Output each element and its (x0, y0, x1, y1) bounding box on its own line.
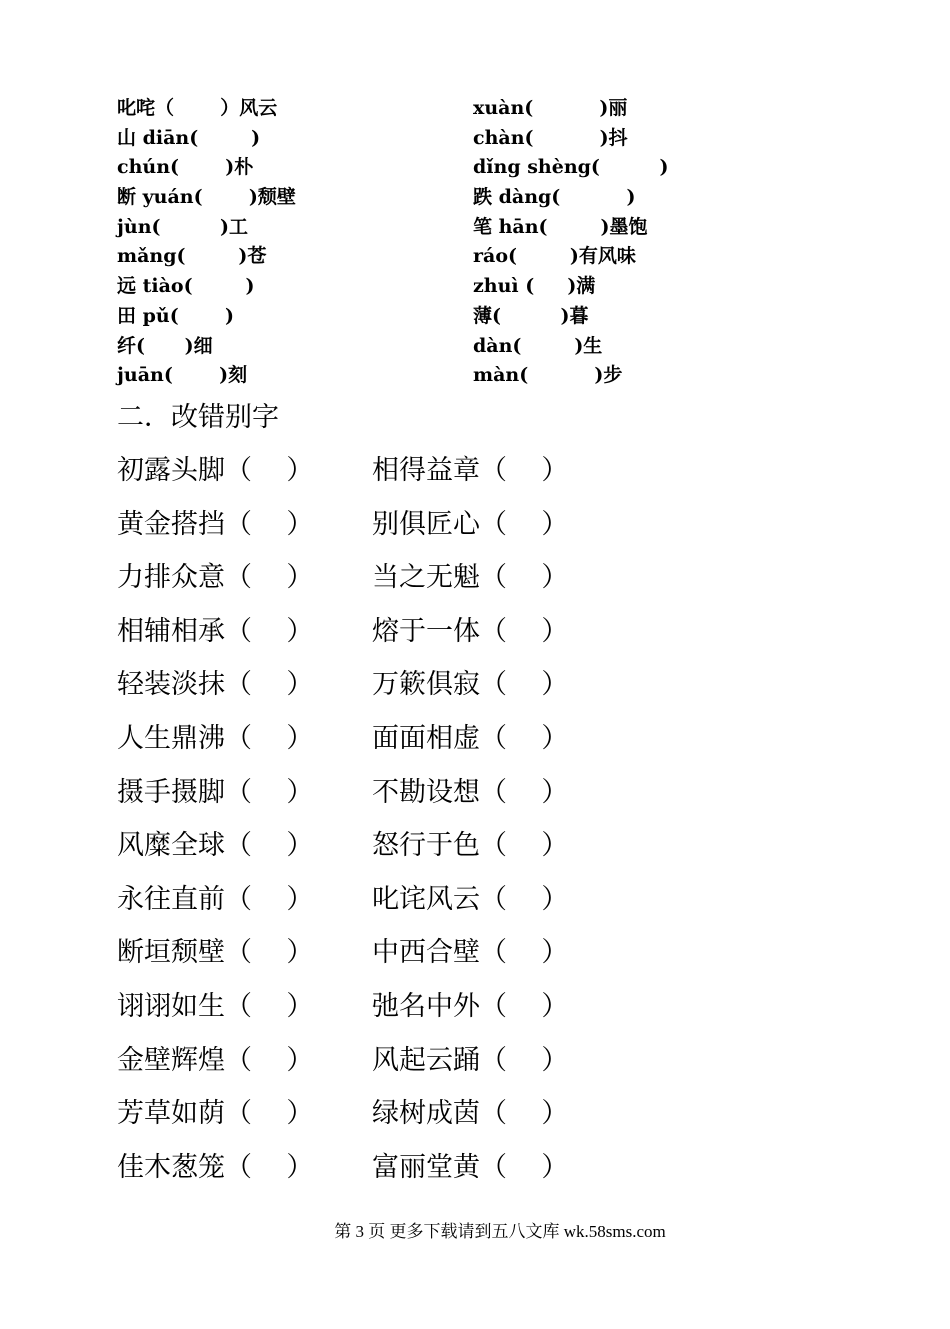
idiom-item: 当之无魁（ ） (372, 562, 569, 594)
pinyin-row (117, 242, 717, 272)
idiom-item: 叱诧风云（ ） (372, 883, 569, 915)
idiom-row (117, 716, 717, 770)
pinyin-row (117, 332, 717, 362)
idiom-item: 芳草如荫（ ） (117, 1098, 314, 1130)
pinyin-item: zhuì ( )满 (473, 275, 596, 298)
idiom-item: 相得益章（ ） (372, 455, 569, 486)
pinyin-item: mǎng( )苍 (117, 245, 267, 268)
pinyin-item: 笔 hān( )墨饱 (473, 215, 648, 238)
idiom-item: 别俱匠心（ ） (372, 508, 569, 540)
pinyin-row (117, 361, 717, 391)
idiom-item: 面面相虚（ ） (372, 722, 569, 754)
pinyin-item: juān( )刻 (117, 364, 248, 387)
pinyin-item: 山 diān( ) (117, 126, 261, 149)
section-title: 二．改错别字 (117, 402, 279, 433)
pinyin-row (117, 272, 717, 302)
idiom-item: 风起云踊（ ） (372, 1044, 569, 1076)
pinyin-row (117, 213, 717, 243)
idiom-item: 黄金搭挡（ ） (117, 508, 314, 540)
idiom-row (117, 662, 717, 716)
idiom-item: 万簌俱寂（ ） (372, 669, 569, 701)
pinyin-item: 田 pǔ( ) (117, 304, 234, 327)
pinyin-row (117, 153, 717, 183)
idiom-item: 熔于一体（ ） (372, 615, 569, 647)
pinyin-item: dǐng shèng( ) (473, 156, 669, 179)
idiom-row (117, 609, 717, 663)
page-footer: 第 3 页 更多下载请到五八文库 wk.58sms.com (334, 1222, 666, 1241)
pinyin-item: ráo( )有风味 (473, 245, 636, 268)
pinyin-row (117, 124, 717, 154)
pinyin-item: jùn( )工 (117, 215, 249, 238)
idiom-item: 绿树成茵（ ） (372, 1098, 569, 1130)
pinyin-row (117, 302, 717, 332)
idiom-row (117, 555, 717, 609)
idiom-row (117, 930, 717, 984)
idiom-item: 初露头脚（ ） (117, 455, 314, 486)
idiom-item: 风糜全球（ ） (117, 830, 314, 862)
pinyin-item: 薄( )暮 (473, 304, 589, 327)
idiom-row (117, 984, 717, 1038)
idiom-row (117, 1091, 717, 1145)
idiom-item: 诩诩如生（ ） (117, 990, 314, 1022)
idiom-item: 断垣颓壁（ ） (117, 937, 314, 969)
pinyin-item: màn( )步 (473, 364, 623, 387)
idiom-row (117, 502, 717, 556)
idiom-item: 弛名中外（ ） (372, 990, 569, 1022)
pinyin-item: 叱咤（ ）风云 (117, 97, 278, 119)
idiom-item: 摄手摄脚（ ） (117, 776, 314, 808)
pinyin-row (117, 183, 717, 213)
idiom-item: 力排众意（ ） (117, 562, 314, 594)
idiom-row (117, 877, 717, 931)
pinyin-item: 远 tiào( ) (117, 275, 255, 298)
pinyin-item: dàn( )生 (473, 334, 603, 357)
idiom-row (117, 1038, 717, 1092)
idiom-row (117, 1145, 717, 1199)
idiom-item: 轻装淡抹（ ） (117, 669, 314, 701)
idiom-item: 佳木葱笼（ ） (117, 1151, 314, 1183)
pinyin-item: chàn( )抖 (473, 126, 628, 149)
pinyin-exercise-list (117, 94, 717, 391)
pinyin-item: 跌 dàng( ) (473, 186, 636, 209)
idiom-item: 永往直前（ ） (117, 883, 314, 915)
idiom-item: 不勘设想（ ） (372, 776, 569, 808)
pinyin-row (117, 94, 717, 124)
idiom-item: 金壁辉煌（ ） (117, 1044, 314, 1076)
idiom-item: 富丽堂黄（ ） (372, 1151, 569, 1183)
idiom-row (117, 770, 717, 824)
idiom-row (117, 823, 717, 877)
idiom-correction-list (117, 448, 717, 1198)
idiom-item: 中西合壁（ ） (372, 937, 569, 969)
idiom-item: 相辅相承（ ） (117, 615, 314, 647)
pinyin-item: 断 yuán( )颓壁 (117, 186, 296, 209)
idiom-item: 怒行于色（ ） (372, 830, 569, 862)
pinyin-item: chún( )朴 (117, 156, 254, 179)
idiom-row (117, 448, 717, 502)
idiom-item: 人生鼎沸（ ） (117, 722, 314, 754)
pinyin-item: xuàn( )丽 (473, 97, 628, 119)
pinyin-item: 纤( )细 (117, 334, 213, 357)
